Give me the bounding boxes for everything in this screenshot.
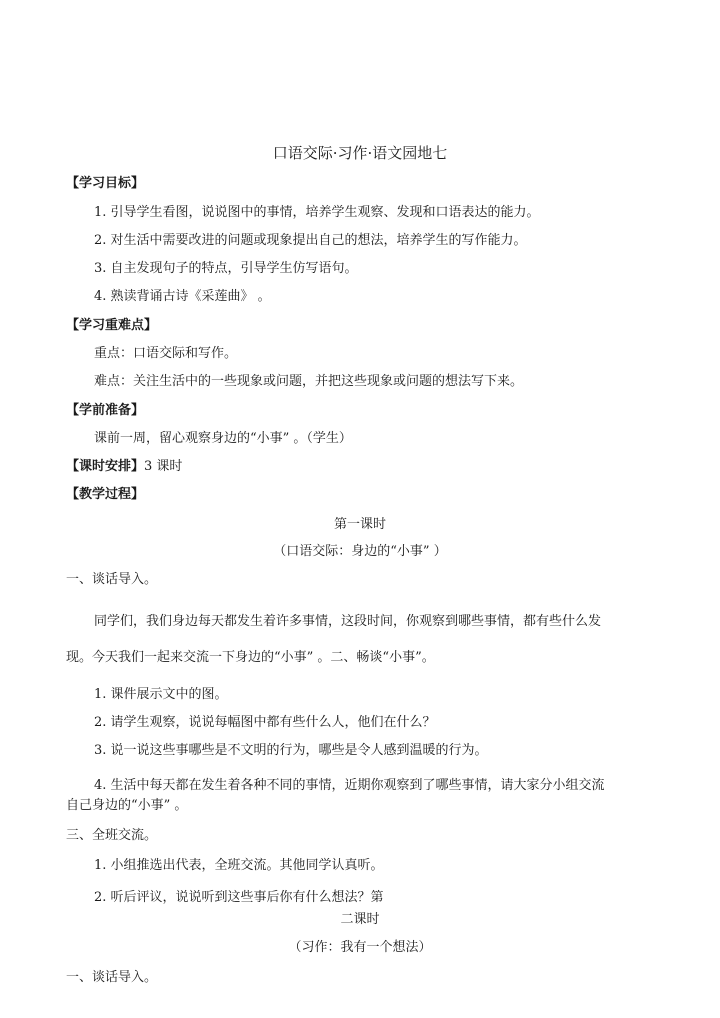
objectives-heading: 【学习目标】 bbox=[66, 176, 145, 191]
intro-paragraph-line: 现。今天我们一起来交流一下身边的“小事” 。二、畅谈“小事”。 bbox=[66, 650, 435, 665]
process-heading: 【教学过程】 bbox=[66, 487, 145, 502]
step-item-continuation: 自己身边的“小事” 。 bbox=[66, 798, 188, 813]
intro-paragraph-line: 同学们，我们身边每天都发生着许多事情，这段时间，你观察到哪些事情，都有些什么发 bbox=[94, 614, 602, 629]
lesson1-title: 第一课时 bbox=[333, 517, 386, 532]
section-heading: 一、谈话导入。 bbox=[66, 572, 158, 587]
key-point-difficulty: 难点：关注生活中的一些现象或问题，并把这些现象或问题的想法写下来。 bbox=[94, 374, 524, 389]
step-item: 2. 请学生观察，说说每幅图中都有些什么人，他们在什么？ bbox=[94, 715, 436, 730]
lesson2-subtitle: （习作：我有一个想法） bbox=[288, 940, 432, 955]
key-points-heading: 【学习重难点】 bbox=[66, 318, 158, 333]
lesson2-title: 二课时 bbox=[340, 912, 380, 927]
schedule-value: 3 课时 bbox=[144, 459, 183, 474]
schedule-line bbox=[66, 459, 182, 475]
objective-item: 3. 自主发现句子的特点，引导学生仿写语句。 bbox=[94, 261, 358, 276]
preparation-heading: 【学前准备】 bbox=[66, 403, 145, 418]
objective-item: 2. 对生活中需要改进的问题或现象提出自己的想法，培养学生的写作能力。 bbox=[94, 233, 527, 248]
section-heading: 一、谈话导入。 bbox=[66, 970, 158, 985]
step-item: 3. 说一说这些事哪些是不文明的行为，哪些是令人感到温暖的行为。 bbox=[94, 743, 488, 758]
lesson1-subtitle: （口语交际：身边的“小事” ） bbox=[273, 544, 447, 559]
exchange-item: 2. 听后评议，说说听到这些事后你有什么想法？第 bbox=[94, 890, 384, 905]
preparation-text: 课前一周，留心观察身边的“小事” 。（学生） bbox=[94, 431, 352, 446]
objective-item: 1. 引导学生看图，说说图中的事情，培养学生观察、发现和口语表达的能力。 bbox=[94, 205, 540, 220]
section-heading: 三、全班交流。 bbox=[66, 828, 158, 843]
exchange-item: 1. 小组推选出代表，全班交流。其他同学认真听。 bbox=[94, 858, 384, 873]
document-title: 口语交际·习作·语文园地七 bbox=[272, 144, 448, 162]
objective-item: 4. 熟读背诵古诗《采莲曲》 。 bbox=[94, 289, 271, 304]
schedule-heading: 【课时安排】 bbox=[66, 459, 145, 474]
step-item: 1. 课件展示文中的图。 bbox=[94, 687, 228, 702]
key-point-focus: 重点：口语交际和写作。 bbox=[94, 346, 238, 361]
step-item: 4. 生活中每天都在发生着各种不同的事情，近期你观察到了哪些事情，请大家分小组交流 bbox=[94, 778, 605, 793]
